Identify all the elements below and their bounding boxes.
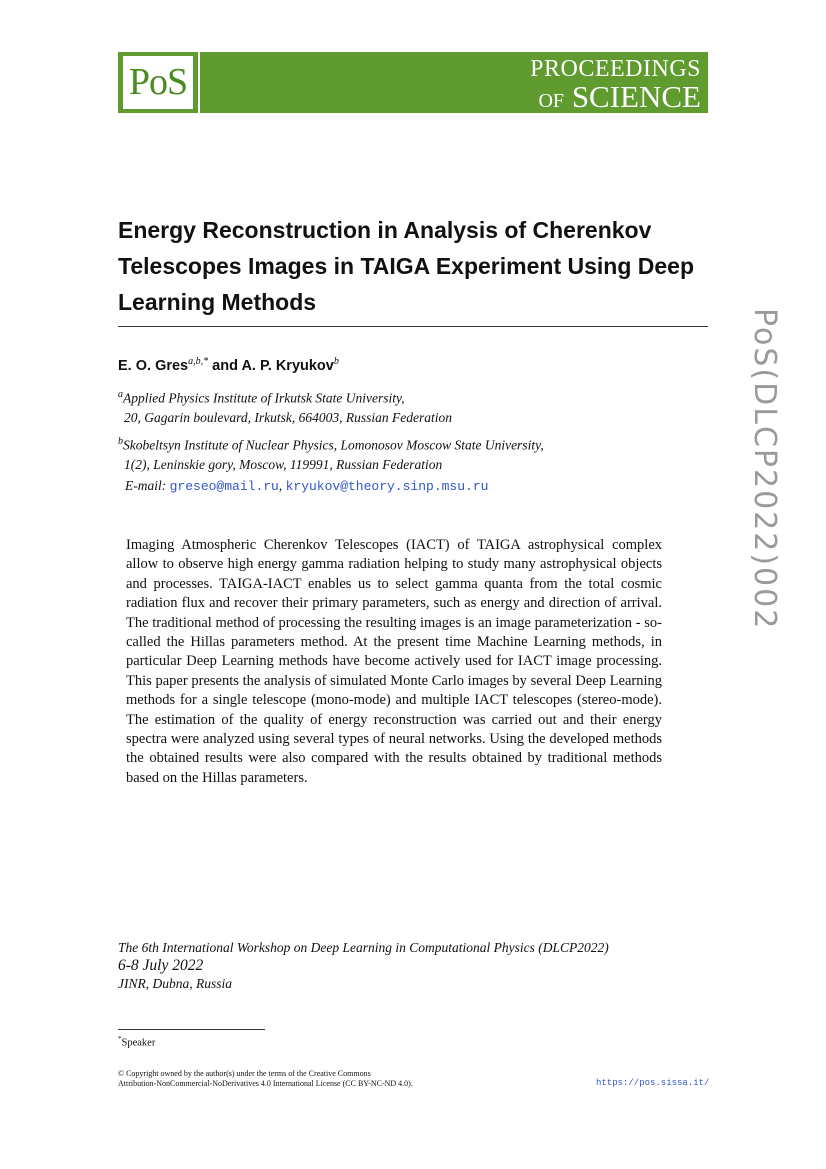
banner-of-science xyxy=(538,79,701,116)
author-1: E. O. Gres xyxy=(118,357,189,374)
footnote-divider xyxy=(118,1029,265,1030)
affiliation-b-line1: Skobeltsyn Institute of Nuclear Physics, Lomonosov Moscow State University, xyxy=(123,437,544,453)
conference-place: JINR, Dubna, Russia xyxy=(118,976,232,991)
affiliation-a-line2: 20, Gagarin boulevard, Irkutsk, 664003, Russian Federation xyxy=(124,409,452,425)
affiliation-b-mark: b xyxy=(118,436,123,447)
email-label: E-mail: xyxy=(125,478,167,493)
copyright-line2: Attribution-NonCommercial-NoDerivatives 4.0 International License (CC BY-NC-ND 4.0). xyxy=(118,1079,413,1088)
affiliation-a-line1: Applied Physics Institute of Irkutsk State University, xyxy=(123,390,405,406)
paper-title: Energy Reconstruction in Analysis of Cherenkov Telescopes Images in TAIGA Experiment Using Deep Learning Methods xyxy=(118,217,695,315)
author-list xyxy=(118,356,339,374)
abstract-text: Imaging Atmospheric Cherenkov Telescopes (IACT) of TAIGA astrophysical complex allow to observe high energy gamma radiation helping to study many astrophysical objects and processes. TAIGA-IACT enables us to select gamma quanta from the total cosmic radiation flux and recover their primary parameters, such as energy and direction of arrival. The traditional method of processing the resulting images is an image parameterization - so-called the Hillas parameters method. At the present time Machine Learning methods, in particular Deep Learning methods have become actively used for IACT image processing. This paper presents the analysis of simulated Monte Carlo images by several Deep Learning methods for a single telescope (mono-mode) and multiple IACT telescopes (stereo-mode). The estimation of the quality of energy reconstruction was carried out and their energy spectra were analyzed using several types of neural networks. Using the developed methods the obtained results were also compared with the results obtained by traditional methods based on the Hillas parameters. xyxy=(126,537,662,786)
author-1-sup: a,b,* xyxy=(188,356,209,367)
footnote-text: Speaker xyxy=(121,1037,156,1049)
banner-science: SCIENCE xyxy=(571,79,701,114)
email-separator: , xyxy=(278,478,283,493)
affiliation-b-line2: 1(2), Leninskie gory, Moscow, 119991, Russian Federation xyxy=(124,456,443,472)
banner-of: OF xyxy=(538,90,565,112)
pos-side-stamp: PoS(DLCP2022)002 xyxy=(747,308,782,631)
email-link-kryukov[interactable]: kryukov@theory.sinp.msu.ru xyxy=(285,479,489,494)
email-link-gres[interactable]: greseo@mail.ru xyxy=(169,479,279,494)
pos-logo-text: PoS xyxy=(128,61,188,103)
footnote-mark: * xyxy=(118,1035,122,1043)
pos-url-link[interactable]: https://pos.sissa.it/ xyxy=(596,1078,710,1088)
email-line xyxy=(125,478,488,494)
banner-proceedings: PROCEEDINGS xyxy=(530,56,701,82)
title-divider xyxy=(118,326,708,327)
author-and: and xyxy=(212,357,238,374)
conference-name: The 6th International Workshop on Deep Learning in Computational Physics (DLCP2022) xyxy=(118,940,609,955)
pos-logo xyxy=(123,52,193,112)
affiliation-a xyxy=(118,385,452,427)
copyright-line1: © Copyright owned by the author(s) under the terms of the Creative Commons xyxy=(118,1069,371,1078)
affiliation-b xyxy=(118,432,544,474)
affiliation-a-mark: a xyxy=(118,389,123,400)
conference-dates: 6-8 July 2022 xyxy=(118,957,204,974)
author-2-sup: b xyxy=(333,356,339,367)
author-2: A. P. Kryukov xyxy=(241,357,334,374)
footnote xyxy=(118,1035,155,1049)
